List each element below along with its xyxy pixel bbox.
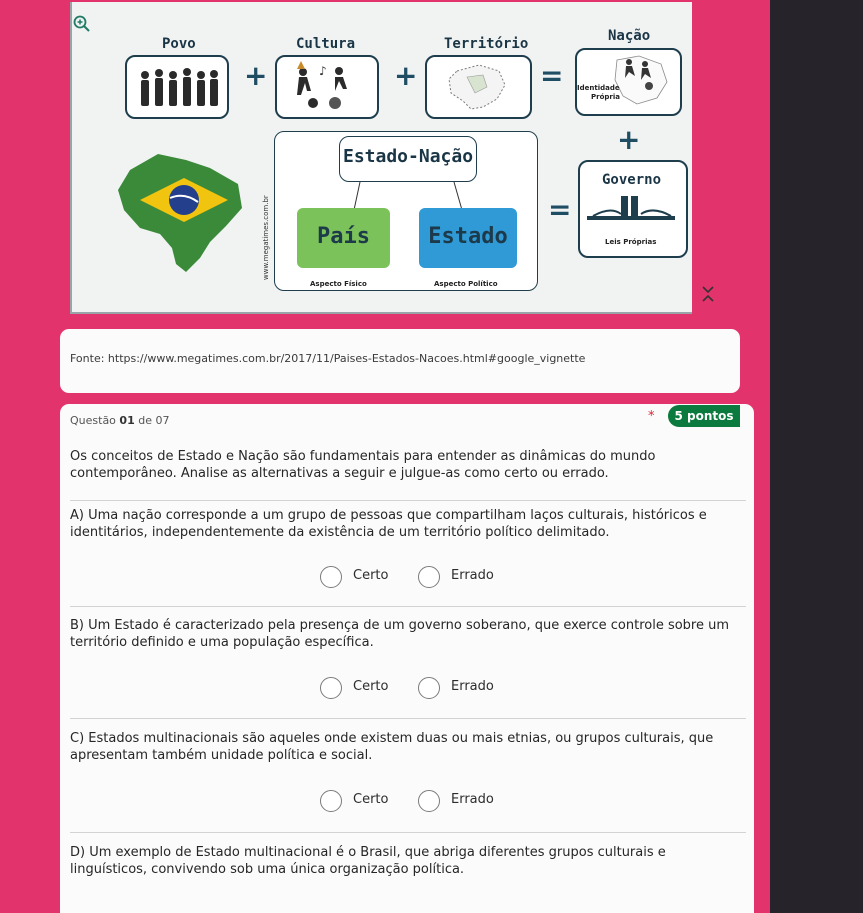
pais-box: País	[297, 208, 390, 268]
government-building-icon	[581, 188, 681, 228]
points-badge: 5 pontos	[668, 405, 740, 427]
option-label: Errado	[451, 568, 494, 583]
radio-button[interactable]	[418, 790, 440, 812]
territorio-box	[425, 55, 532, 119]
source-text: Fonte: https://www.megatimes.com.br/2017/11/Paises-Estados-Nacoes.html#google_vignette	[70, 352, 586, 365]
question-prompt: Os conceitos de Estado e Nação são fundamentais para entender as dinâmicas do mundo contemporâneo. Analise as alternativas a seguir e julgue-as como certo ou errado.	[70, 449, 656, 481]
option-label: Errado	[451, 679, 494, 694]
territorio-title: Território	[444, 36, 529, 52]
culture-icon	[277, 57, 377, 117]
territory-map-icon	[427, 57, 527, 117]
brazil-map-icon	[110, 148, 250, 278]
question-number: Questão 01 de 07	[70, 414, 170, 427]
plus-sign: +	[617, 123, 641, 156]
equals-sign: =	[548, 193, 572, 226]
radio-button[interactable]	[320, 790, 342, 812]
povo-box	[125, 55, 229, 119]
cultura-box	[275, 55, 379, 119]
governo-title: Governo	[602, 172, 662, 188]
item-a-text: A) Uma nação corresponde a um grupo de pessoas que compartilham laços culturais, históricos e identitários, independentemente da existência de um território político delimitado.	[70, 508, 707, 540]
divider	[70, 718, 746, 719]
leis-proprias-label: Leis Próprias	[605, 238, 657, 246]
radio-button[interactable]	[320, 566, 342, 588]
device-bezel	[770, 0, 863, 913]
plus-sign: +	[394, 59, 418, 92]
cultura-title: Cultura	[296, 36, 356, 52]
estado-box: Estado	[419, 208, 517, 268]
aspecto-politico-label: Aspecto Político	[434, 280, 498, 288]
plus-sign: +	[244, 59, 268, 92]
option-label: Certo	[353, 792, 389, 807]
watermark-text: www.megatimes.com.br	[262, 195, 270, 280]
divider	[70, 500, 746, 501]
nacao-box	[575, 48, 682, 116]
zoom-in-icon[interactable]	[73, 15, 90, 32]
item-c-text: C) Estados multinacionais são aqueles onde existem duas ou mais etnias, ou grupos culturais, que apresentam também unidade política e social.	[70, 731, 714, 763]
option-label: Certo	[353, 679, 389, 694]
radio-button[interactable]	[418, 566, 440, 588]
collapse-icon[interactable]	[700, 285, 716, 303]
item-b-text: B) Um Estado é caracterizado pela presença de um governo soberano, que exerce controle sobre um território definido e uma população específica.	[70, 618, 730, 650]
aspecto-fisico-label: Aspecto Físico	[310, 280, 367, 288]
identidade-label: Identidade	[577, 84, 620, 92]
option-label: Certo	[353, 568, 389, 583]
option-label: Errado	[451, 792, 494, 807]
nation-icon	[577, 50, 677, 114]
people-icon	[127, 57, 227, 117]
radio-button[interactable]	[320, 677, 342, 699]
item-d-text: D) Um exemplo de Estado multinacional é o Brasil, que abriga diferentes grupos culturais e linguísticos, convivendo sob uma única organização política.	[70, 845, 666, 877]
svg-text:♪: ♪	[319, 64, 327, 78]
equals-sign: =	[540, 59, 564, 92]
divider	[70, 832, 746, 833]
required-mark: *	[648, 409, 655, 424]
nacao-title: Nação	[608, 28, 651, 44]
divider	[70, 606, 746, 607]
propria-label: Própria	[591, 93, 620, 101]
radio-button[interactable]	[418, 677, 440, 699]
povo-title: Povo	[162, 36, 196, 52]
estado-nacao-title: Estado-Nação	[343, 146, 474, 167]
